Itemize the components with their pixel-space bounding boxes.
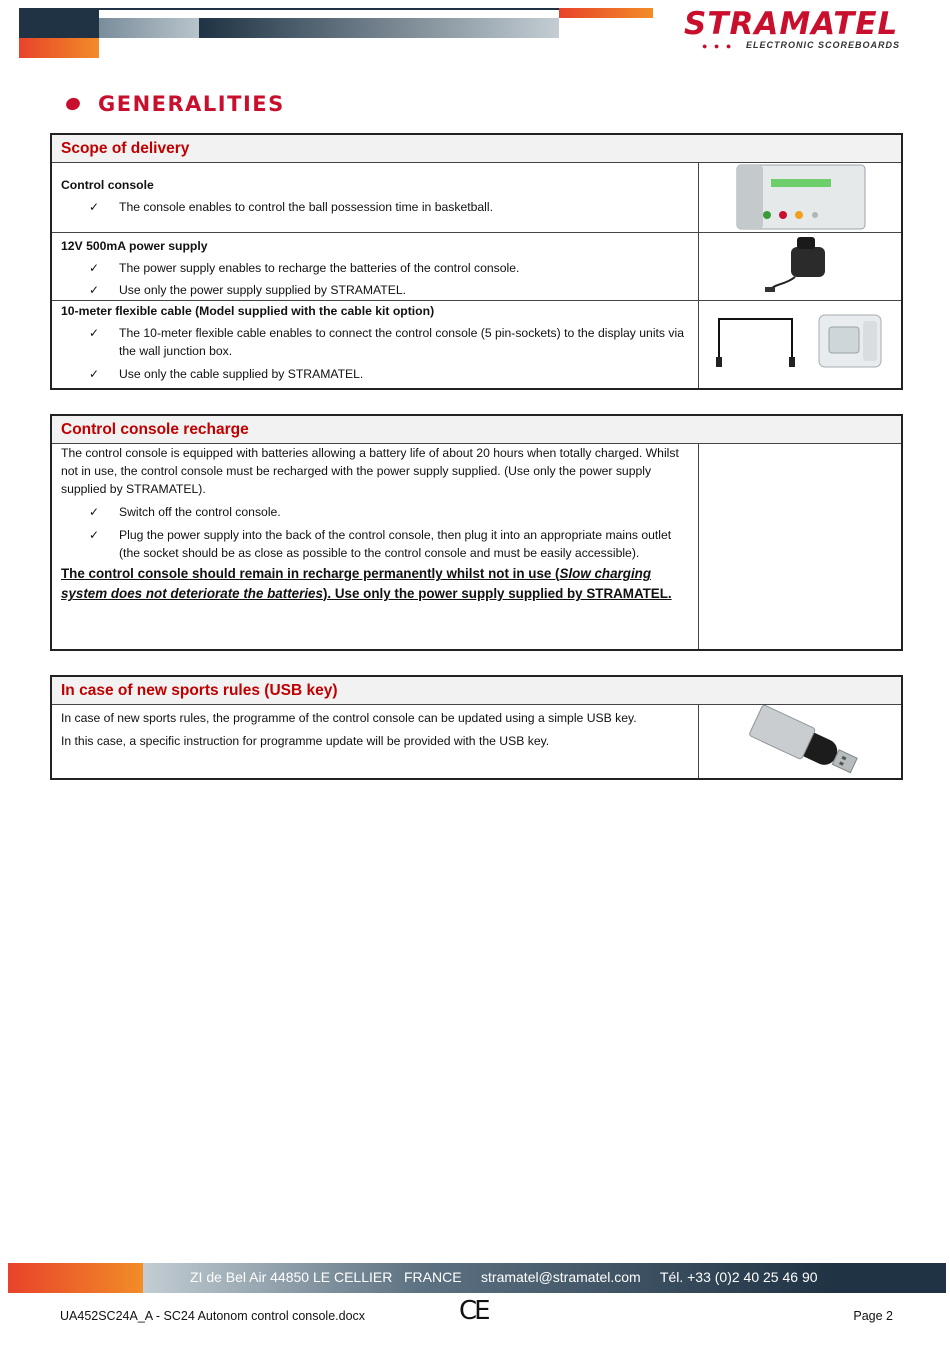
recharge-warning [61,564,689,604]
recharge-cell [52,444,699,649]
logo-wordmark: STRAMATEL [684,6,899,42]
item-title: 12V 500mA power supply [61,239,208,253]
footer-page-number: Page 2 [853,1309,893,1323]
list-item: ✓ Switch off the control console. [61,503,689,521]
usb-table [50,675,903,780]
recharge-table [50,414,903,651]
table-row [52,163,901,233]
recharge-empty-cell [699,444,901,649]
usb-cell [52,705,699,778]
ce-mark-icon: CE [459,1296,488,1326]
table-row [52,444,901,649]
cable-cell [52,301,699,388]
table-row [52,705,901,778]
usb-image [699,705,901,778]
item-title: 10-meter flexible cable (Model supplied with the cable kit option) [61,304,435,318]
recharge-heading: Control console recharge [52,416,901,444]
header-band [19,8,653,38]
warning-part-a: The control console should remain in recharge permanently whilst not in use ( [61,566,560,581]
list-item: ✓ Use only the cable supplied by STRAMATEL. [61,365,689,383]
console-cell [52,163,699,232]
usb-heading: In case of new sports rules (USB key) [52,677,901,705]
scope-table [50,133,903,390]
logo-subtitle: ELECTRONIC SCOREBOARDS [746,40,901,50]
usb-paragraph-1: In case of new sports rules, the programme of the control console can be updated using a simple USB key. [61,711,637,725]
usb-paragraph-2: In this case, a specific instruction for programme update will be provided with the USB key. [61,734,550,748]
table-row [52,301,901,388]
list-item: ✓ The power supply enables to recharge the batteries of the control console. [61,259,689,277]
stramatel-logo [684,6,914,52]
page-title [66,92,285,116]
power-supply-image [699,233,901,300]
scope-heading: Scope of delivery [52,135,901,163]
cable-image [699,301,901,388]
item-title: Control console [61,178,154,192]
list-item: ✓ Plug the power supply into the back of the control console, then plug it into an appropriate mains outlet (the socket should be as close as possible to the control console and must be easily accessible). [61,526,689,562]
title-bullet-icon [64,96,81,112]
warning-part-c: ). Use only the power supply supplied by STRAMATEL. [322,586,672,601]
footer-document-name: UA452SC24A_A - SC24 Autonom control console.docx [60,1309,366,1323]
list-item: ✓ The 10-meter flexible cable enables to connect the control console (5 pin-sockets) to the display units via the wall junction box. [61,324,689,360]
console-device-icon [699,163,901,231]
logo-dots: ● ● ● [702,41,734,51]
cable-and-junction-box-icon [699,301,901,386]
usb-key-icon [699,705,901,776]
console-image [699,163,901,232]
table-row [52,233,901,301]
warning-part-b: Slow charging system does not deteriorate the batteries [61,566,652,601]
power-adapter-icon [699,233,901,299]
power-cell [52,233,699,300]
footer-address: ZI de Bel Air 44850 LE CELLIER FRANCE stramatel@stramatel.com Tél. +33 (0)2 40 25 46 90 [190,1269,818,1285]
title-text: GENERALITIES [98,92,285,116]
recharge-intro: The control console is equipped with batteries allowing a battery life of about 20 hours when totally charged. Whilst not in use, the control console must be recharged with the power supply supplied. (Use only the power supply supplied by STRAMATEL). [61,446,679,496]
list-item: ✓ The console enables to control the ball possession time in basketball. [61,198,689,216]
list-item: ✓ Use only the power supply supplied by STRAMATEL. [61,281,689,299]
